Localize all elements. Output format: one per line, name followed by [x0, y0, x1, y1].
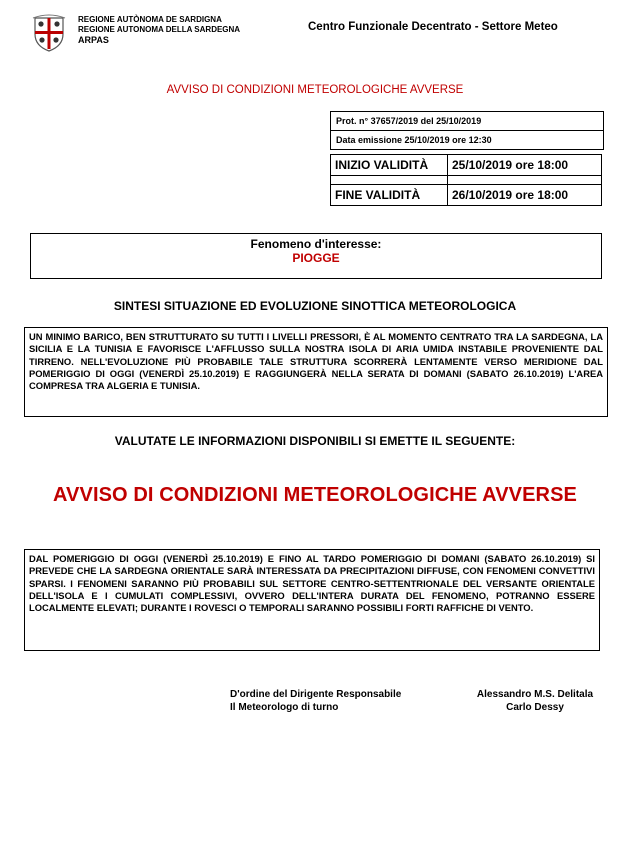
- phenomenon-label: Fenomeno d'interesse:: [250, 237, 382, 251]
- validity-start-value: 25/10/2019 ore 18:00: [448, 155, 602, 176]
- org-line-italian: REGIONE AUTONOMA DELLA SARDEGNA: [78, 25, 241, 34]
- warning-title: AVVISO DI CONDIZIONI METEOROLOGICHE AVVERSE: [53, 484, 577, 506]
- signature-roles: [230, 688, 401, 714]
- sardinia-coat-of-arms-icon: [32, 14, 66, 52]
- protocol-number: Prot. n° 37657/2019 del 25/10/2019: [336, 116, 482, 126]
- validity-start-label: INIZIO VALIDITÀ: [331, 155, 448, 176]
- validity-end-label: FINE VALIDITÀ: [331, 185, 448, 206]
- phenomenon-box: [30, 233, 602, 279]
- synopsis-title: SINTESI SITUAZIONE ED EVOLUZIONE SINOTTICA METEOROLOGICA: [113, 299, 517, 313]
- department-title: Centro Funzionale Decentrato - Settore Meteo: [308, 21, 558, 33]
- warning-text: DAL POMERIGGIO DI OGGI (VENERDÌ 25.10.2019) E FINO AL TARDO POMERIGGIO DI DOMANI (SABATO 26.10.2019) SI PREVEDE CHE LA SARDEGNA ORIENTALE SARÀ INTERESSATA DA PRECIPITAZIONI DIFFUSE, CON FENOMENI CONVETTIVI SPARSI. I FENOMENI SARANNO PIÙ PROBABILI SUL SETTORE CENTRO-SETTENTRIONALE DEL VERSANTE ORIENTALE DELL'ISOLA E I CUMULATI COMPLESSIVI, OVVERO DELL'INTERA DURATA DEL FENOMENO, POTRANNO ESSERE LOCALMENTE ELEVATI; DURANTE I ROVESCI O TEMPORALI SARANNO POSSIBILI FORTI RAFFICHE DI VENTO.: [24, 549, 600, 651]
- document-title: AVVISO DI CONDIZIONI METEOROLOGICHE AVVERSE: [166, 84, 464, 96]
- signature-name-line1: Alessandro M.S. Delitala: [476, 689, 594, 700]
- signature-role-line2: Il Meteorologo di turno: [230, 702, 339, 713]
- org-line-arpas: ARPAS: [78, 35, 109, 45]
- validity-spacer-left: [331, 176, 448, 185]
- emission-date: Data emissione 25/10/2019 ore 12:30: [331, 130, 603, 149]
- protocol-box: [330, 111, 604, 150]
- organization-name: [78, 15, 240, 45]
- validity-spacer-right: [448, 176, 602, 185]
- signature-name-line2: Carlo Dessy: [506, 702, 564, 713]
- org-line-sardinian: REGIONE AUTÒNOMA DE SARDIGNA: [78, 15, 222, 24]
- evaluation-statement: VALUTATE LE INFORMAZIONI DISPONIBILI SI EMETTE IL SEGUENTE:: [114, 434, 516, 448]
- synopsis-text: UN MINIMO BARICO, BEN STRUTTURATO SU TUTTI I LIVELLI PRESSORI, È AL MOMENTO CENTRATO TRA LA SARDEGNA, LA SICILIA E LA TUNISIA E FAVORISCE L'AFFLUSSO SULLA NOSTRA ISOLA DI ARIA UMIDA INSTABILE PROVENIENTE DAL TIRRENO. NELL'EVOLUZIONE PIÙ PROBABILE TALE STRUTTURA SCORRERÀ LENTAMENTE VERSO MERIDIONE DAL POMERIGGIO DI OGGI (VENERDÌ 25.10.2019) E RAGGIUNGERÀ NELLA SERATA DI DOMANI (SABATO 26.10.2019) L'AREA COMPRESA TRA ALGERIA E TUNISIA.: [24, 327, 608, 417]
- validity-table: [330, 154, 602, 206]
- validity-end-value: 26/10/2019 ore 18:00: [448, 185, 602, 206]
- phenomenon-value: PIOGGE: [292, 251, 340, 265]
- signature-names: [465, 688, 605, 714]
- signature-role-line1: D'ordine del Dirigente Responsabile: [230, 689, 402, 700]
